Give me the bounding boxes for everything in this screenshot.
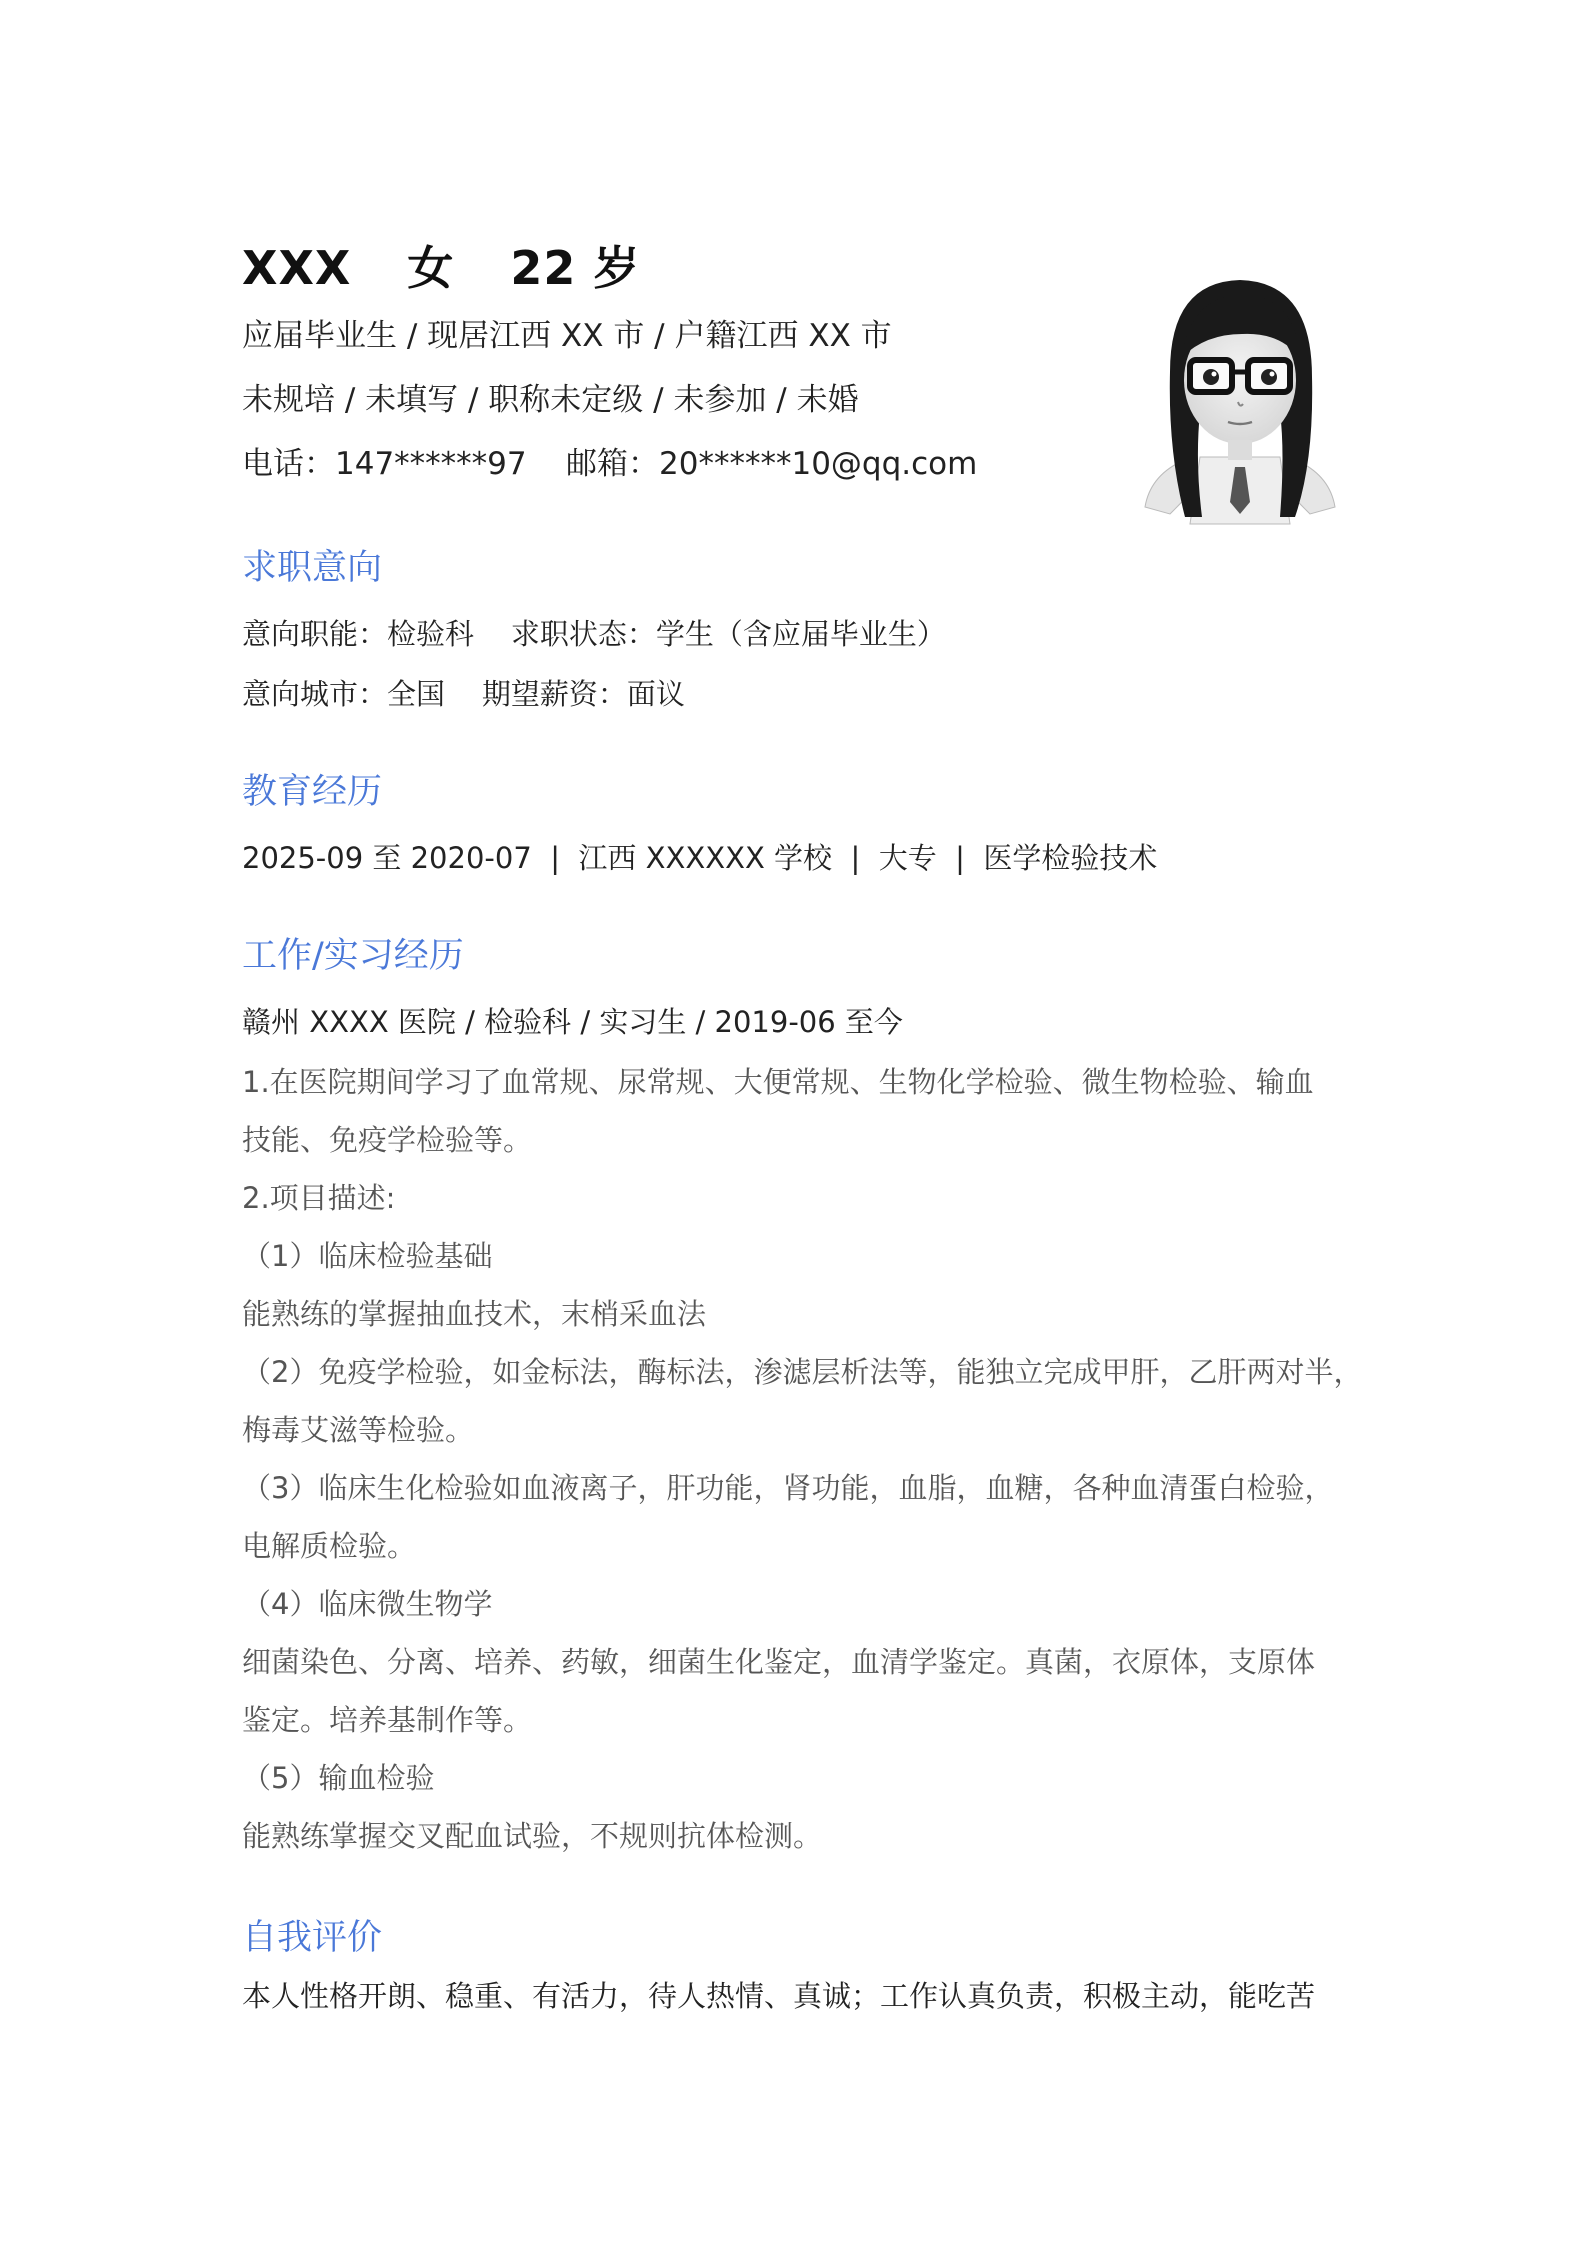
self-eval-line: 本人性格开朗、稳重、有活力，待人热情、真诚；工作认真负责，积极主动，能吃苦	[242, 1979, 1316, 2013]
avatar	[1130, 262, 1350, 534]
work-line: 鉴定。培养基制作等。	[242, 1703, 533, 1737]
work-line: 细菌染色、分离、培养、药敏，细菌生化鉴定，血清学鉴定。真菌，衣原体，支原体	[242, 1645, 1316, 1679]
name-line	[242, 232, 640, 298]
detail-line: 未规培 / 未填写 / 职称未定级 / 未参加 / 未婚	[242, 382, 859, 418]
work-line: （2）免疫学检验，如金标法，酶标法，渗滤层析法等，能独立完成甲肝，乙肝两对半，	[242, 1355, 1363, 1389]
status-line: 应届毕业生 / 现居江西 XX 市 / 户籍江西 XX 市	[242, 318, 892, 354]
work-line: 2.项目描述:	[242, 1181, 396, 1215]
work-line: （4）临床微生物学	[242, 1587, 493, 1621]
work-line: 电解质检验。	[242, 1529, 417, 1563]
candidate-age: 22 岁	[510, 241, 641, 295]
section-title-education: 教育经历	[242, 772, 383, 812]
section-title-self-eval: 自我评价	[242, 1918, 383, 1958]
section-title-work: 工作/实习经历	[242, 936, 464, 976]
contact-line: 电话：147******97 邮箱：20******10@qq.com	[242, 446, 978, 482]
intent-line-1: 意向职能：检验科 求职状态：学生（含应届毕业生）	[242, 617, 946, 651]
education-line: 2025-09 至 2020-07 | 江西 XXXXXX 学校 | 大专 | 医学检验技术	[242, 841, 1158, 875]
work-line: 技能、免疫学检验等。	[242, 1123, 533, 1157]
work-line: （1）临床检验基础	[242, 1239, 493, 1273]
work-line: 1.在医院期间学习了血常规、尿常规、大便常规、生物化学检验、微生物检验、输血	[242, 1065, 1314, 1099]
work-line: 梅毒艾滋等检验。	[242, 1413, 475, 1447]
work-line: （5）输血检验	[242, 1761, 435, 1795]
work-line: （3）临床生化检验如血液离子，肝功能，肾功能，血脂，血糖，各种血清蛋白检验，	[242, 1471, 1334, 1505]
section-title-intent: 求职意向	[242, 548, 383, 588]
work-headline: 赣州 XXXX 医院 / 检验科 / 实习生 / 2019-06 至今	[242, 1005, 903, 1039]
work-line: 能熟练掌握交叉配血试验，不规则抗体检测。	[242, 1819, 823, 1853]
candidate-name: XXX	[242, 241, 352, 295]
work-line: 能熟练的掌握抽血技术，末梢采血法	[242, 1297, 707, 1331]
candidate-gender: 女	[407, 241, 455, 295]
intent-line-2: 意向城市：全国 期望薪资：面议	[242, 677, 685, 711]
